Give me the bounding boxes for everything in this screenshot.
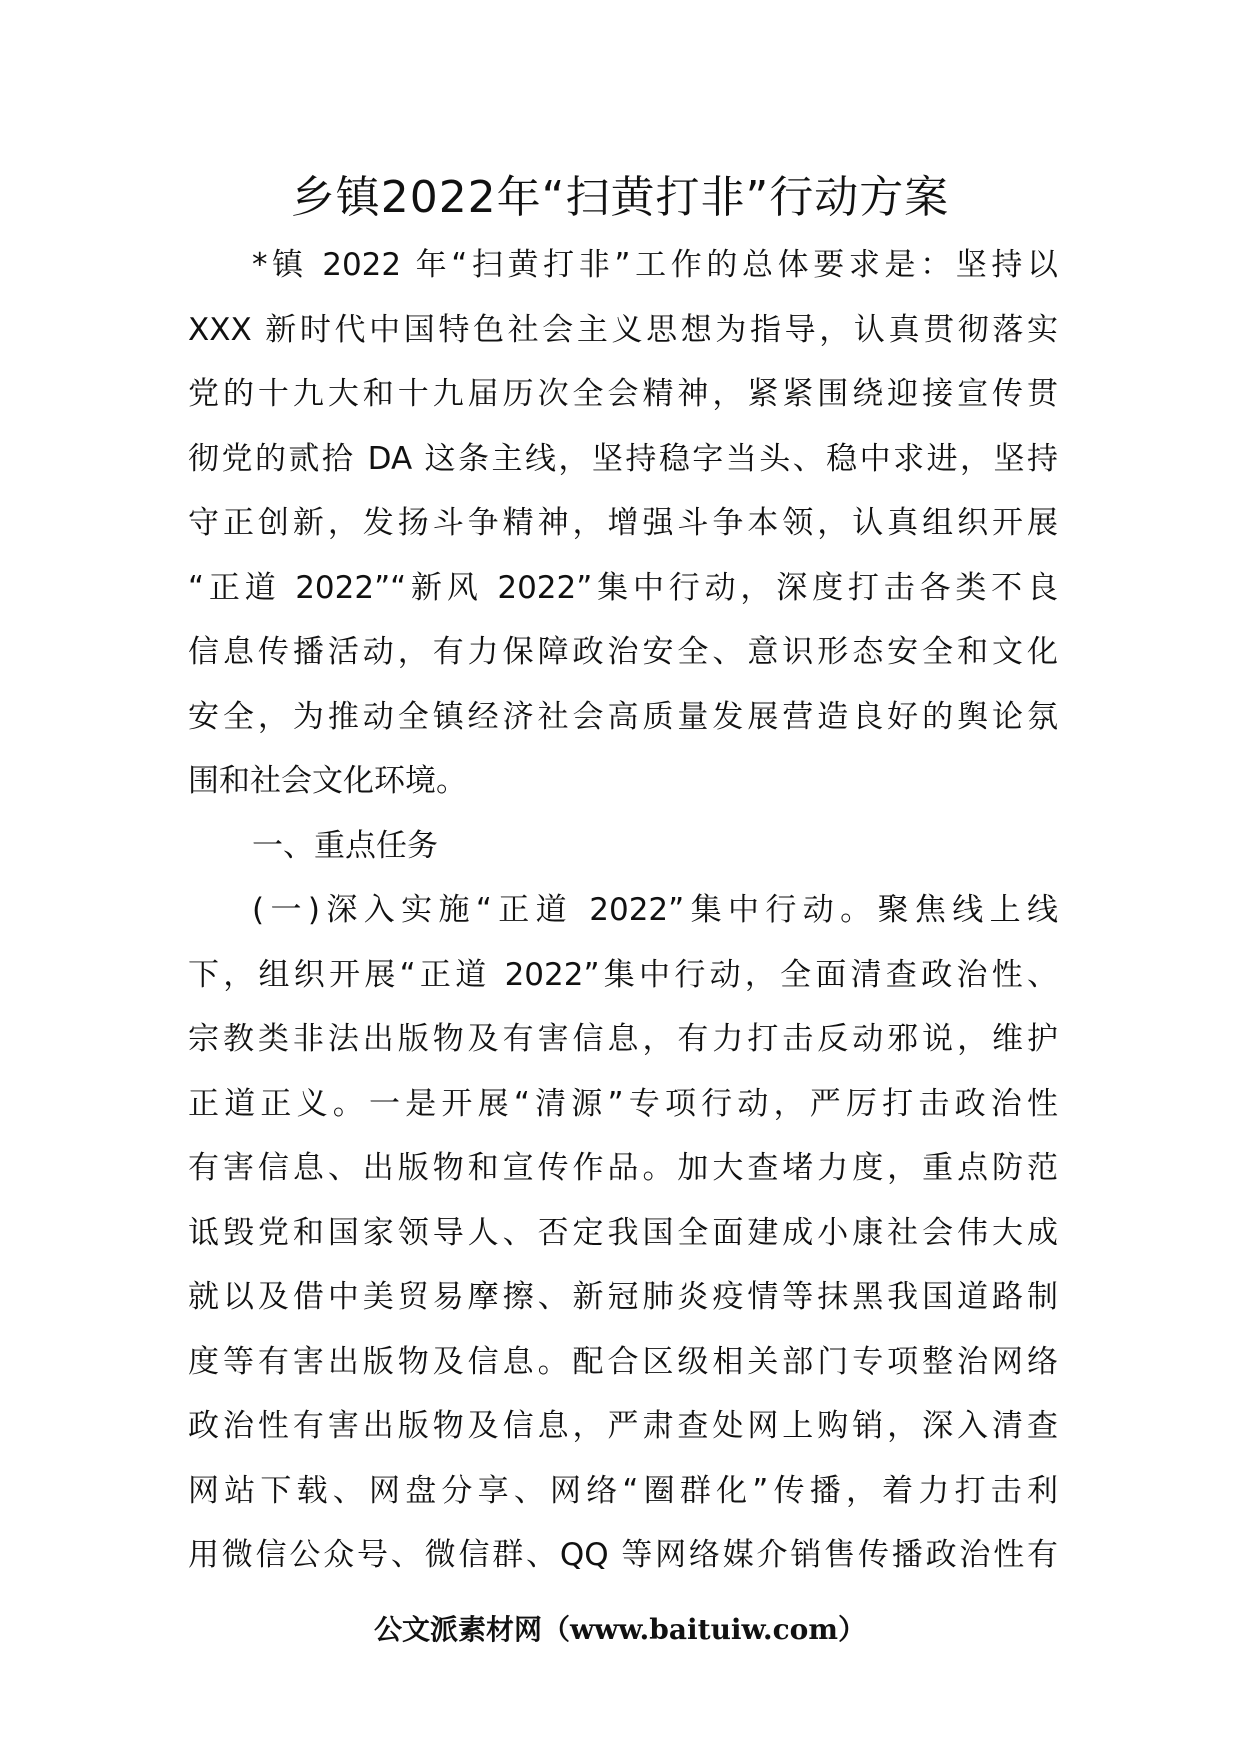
paragraph-line: 守正创新，发扬斗争精神，增强斗争本领，认真组织开展 (188, 505, 1058, 541)
paragraph-line: 党的十九大和十九届历次全会精神，紧紧围绕迎接宣传贯 (188, 376, 1058, 412)
paragraph-line: 下，组织开展“正道 2022”集中行动，全面清查政治性、 (188, 956, 1058, 993)
paragraph-line: (一)深入实施“正道 2022”集中行动。聚焦线上线 (252, 892, 1058, 928)
paragraph-line: 围和社会文化环境。 (188, 763, 467, 799)
paragraph-line: 度等有害出版物及信息。配合区级相关部门专项整治网络 (188, 1343, 1058, 1380)
paragraph-line: XXX 新时代中国特色社会主义思想为指导，认真贯彻落实 (188, 311, 1058, 348)
paragraph-line: *镇 2022 年“扫黄打非”工作的总体要求是：坚持以 (252, 247, 1058, 283)
document-body (188, 233, 1058, 1588)
paragraph-line: 就以及借中美贸易摩擦、新冠肺炎疫情等抹黑我国道路制 (188, 1279, 1058, 1315)
document-title: 乡镇2022年“扫黄打非”行动方案 (290, 172, 950, 223)
paragraph-line: 用微信公众号、微信群、QQ 等网络媒介销售传播政治性有 (188, 1537, 1058, 1573)
paragraph-line: 正道正义。一是开展“清源”专项行动，严厉打击政治性 (188, 1085, 1058, 1122)
paragraph-line: 有害信息、出版物和宣传作品。加大查堵力度，重点防范 (188, 1150, 1058, 1186)
paragraph-line: 宗教类非法出版物及有害信息，有力打击反动邪说，维护 (188, 1021, 1058, 1057)
footer-watermark-text: 公文派素材网（www.baituiw.com） (374, 1613, 866, 1646)
paragraph-line: 信息传播活动，有力保障政治安全、意识形态安全和文化 (188, 634, 1058, 670)
paragraph-line: 彻党的贰拾 DA 这条主线，坚持稳字当头、稳中求进，坚持 (188, 440, 1058, 477)
paragraph-line: 政治性有害出版物及信息，严肃查处网上购销，深入清查 (188, 1408, 1058, 1444)
paragraph-line: 诋毁党和国家领导人、否定我国全面建成小康社会伟大成 (188, 1214, 1058, 1251)
paragraph-line: 网站下载、网盘分享、网络“圈群化”传播，着力打击利 (188, 1472, 1058, 1509)
section-heading: 一、重点任务 (252, 827, 438, 864)
paragraph-line: 安全，为推动全镇经济社会高质量发展营造良好的舆论氛 (188, 698, 1058, 735)
paragraph-line: “正道 2022”“新风 2022”集中行动，深度打击各类不良 (188, 569, 1058, 606)
